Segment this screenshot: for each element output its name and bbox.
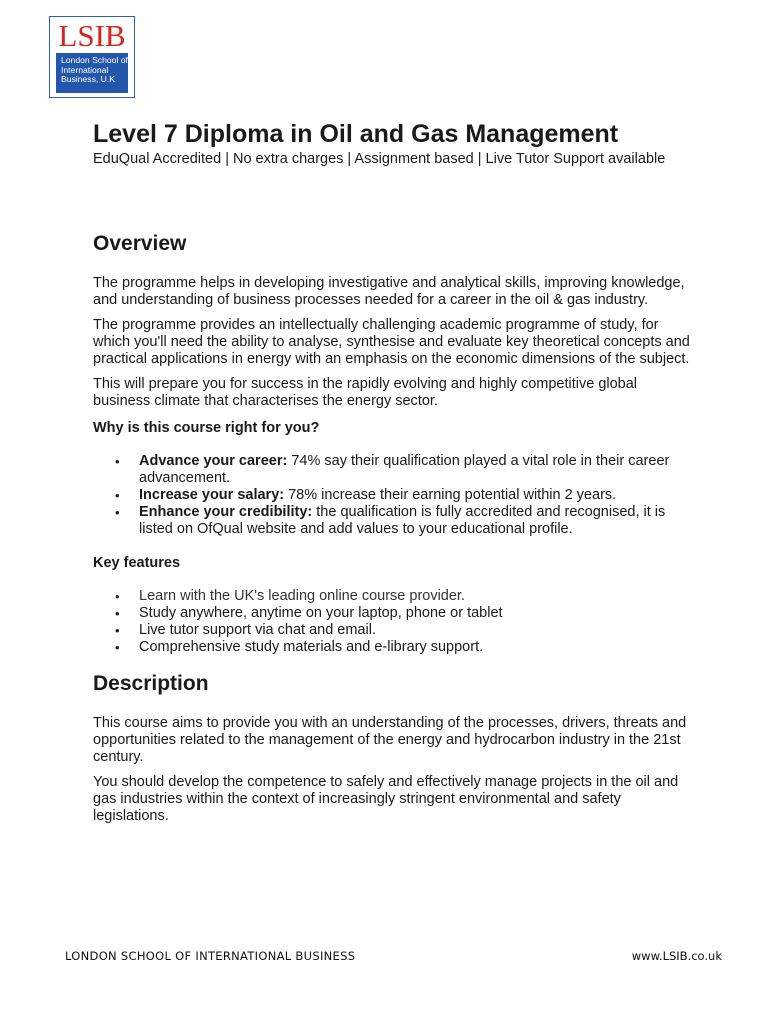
page-title: Level 7 Diploma in Oil and Gas Management xyxy=(93,120,619,148)
list-item-text: the qualification is fully accredited and recognised, it is listed on OfQual website and add values to your educational profile. xyxy=(139,504,666,537)
overview-heading: Overview xyxy=(93,232,187,255)
list-item-bold: Enhance your credibility: xyxy=(139,504,313,520)
logo-line: London School of xyxy=(61,55,128,65)
list-item-text: 78% increase their earning potential within 2 years. xyxy=(284,487,617,503)
list-item-bold: Advance your career: xyxy=(139,453,288,469)
list-item xyxy=(93,487,693,504)
list-item-bold: Increase your salary: xyxy=(139,487,285,503)
features-list xyxy=(93,588,693,656)
logo-name-box xyxy=(56,53,128,93)
description-paragraph: This course aims to provide you with an understanding of the processes, drivers, threats and opportunities related to the management of the energy and hydrocarbon industry in the 21st century. xyxy=(93,715,687,765)
list-item: • Study anywhere, anytime on your laptop, phone or tablet xyxy=(93,605,693,622)
logo-line: International xyxy=(61,64,109,75)
description-heading: Description xyxy=(93,672,209,695)
footer-website-link[interactable]: www.LSIB.co.uk xyxy=(631,949,722,963)
description-paragraph: You should develop the competence to safely and effectively manage projects in the oil and gas industries within the context of increasingly stringent environmental and safety legislations. xyxy=(93,774,679,824)
list-item: • Live tutor support via chat and email. xyxy=(93,622,693,639)
overview-paragraph: The programme helps in developing investigative and analytical skills, improving knowledge, and understanding of business processes needed for a career in the oil & gas industry. xyxy=(93,275,685,308)
list-item: • Learn with the UK's leading online course provider. xyxy=(93,588,693,605)
overview-paragraph: The programme provides an intellectually challenging academic programme of study, for which you'll need the ability to analyse, synthesise and evaluate key theoretical concepts and practical applications in energy with an emphasis on the economic dimensions of the subject. xyxy=(93,317,690,367)
logo-wordmark: LSIB xyxy=(58,18,126,53)
list-item xyxy=(93,504,693,538)
list-item: • Comprehensive study materials and e-library support. xyxy=(93,639,693,656)
lsib-logo xyxy=(49,16,135,98)
logo-line: Business, U.K xyxy=(61,74,115,85)
why-heading: Why is this course right for you? xyxy=(93,420,320,436)
document-body xyxy=(93,118,693,825)
overview-paragraph: This will prepare you for success in the rapidly evolving and highly competitive global business climate that characterises the energy sector. xyxy=(93,376,638,409)
list-item xyxy=(93,453,693,487)
footer-organisation: LONDON SCHOOL OF INTERNATIONAL BUSINESS xyxy=(65,949,356,963)
list-item-text: 74% say their qualification played a vital role in their career advancement. xyxy=(139,453,670,486)
why-list xyxy=(93,453,693,538)
features-heading: Key features xyxy=(93,555,181,571)
page-subtitle: EduQual Accredited | No extra charges | Assignment based | Live Tutor Support available xyxy=(93,151,666,167)
